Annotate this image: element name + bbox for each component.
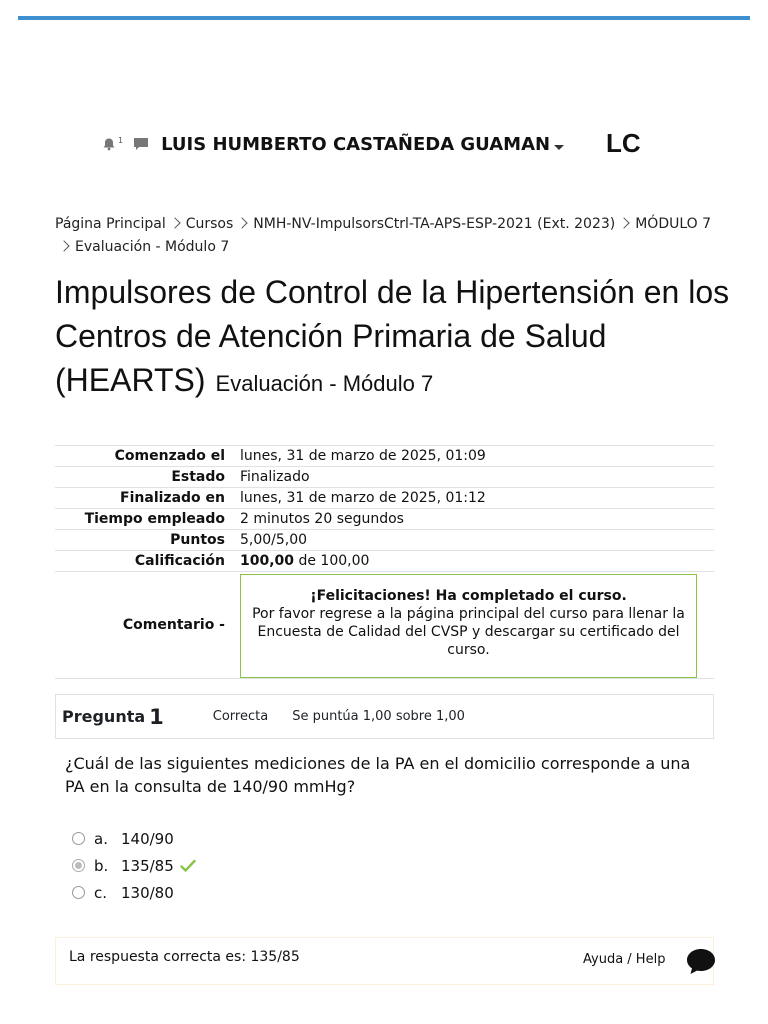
summary-label: Puntos xyxy=(55,530,240,551)
chat-bubble-icon[interactable] xyxy=(685,946,717,976)
course-title: Impulsores de Control de la Hipertensión en los Centros de Atención Primaria de Salud (HEARTS) xyxy=(55,274,730,398)
question-state: Correcta xyxy=(212,709,269,724)
summary-value: lunes, 31 de marzo de 2025, 01:12 xyxy=(240,488,714,509)
user-menu-bar xyxy=(102,130,564,158)
answer-list xyxy=(72,825,196,906)
chat-icon[interactable] xyxy=(133,137,149,151)
chevron-right-icon xyxy=(237,217,248,228)
question-header xyxy=(55,694,714,739)
question-number: 1 xyxy=(149,704,164,729)
summary-row xyxy=(55,446,714,467)
user-name[interactable]: LUIS HUMBERTO CASTAÑEDA GUAMAN xyxy=(161,133,551,155)
page-title xyxy=(55,270,735,406)
summary-value: 2 minutos 20 segundos xyxy=(240,509,714,530)
notification-count: 1 xyxy=(118,135,124,145)
summary-value: Finalizado xyxy=(240,467,714,488)
question-grade: Se puntúa 1,00 sobre 1,00 xyxy=(292,709,465,724)
page-subtitle: Evaluación - Módulo 7 xyxy=(215,371,434,396)
answer-letter: c. xyxy=(94,883,108,902)
breadcrumb-module[interactable]: MÓDULO 7 xyxy=(635,216,712,232)
feedback-box xyxy=(240,574,697,678)
summary-row xyxy=(55,467,714,488)
answer-option[interactable] xyxy=(72,852,196,879)
answer-text: 130/80 xyxy=(121,883,174,902)
question-text: ¿Cuál de las siguientes mediciones de la PA en el domicilio corresponde a una PA en la consulta de 140/90 mmHg? xyxy=(65,754,691,796)
summary-label: Calificación xyxy=(55,551,240,572)
summary-row xyxy=(55,572,714,679)
breadcrumb-courses[interactable]: Cursos xyxy=(185,216,234,232)
summary-row xyxy=(55,530,714,551)
radio-button-selected[interactable] xyxy=(72,859,85,872)
answer-text: 140/90 xyxy=(121,829,174,848)
summary-value: 5,00/5,00 xyxy=(240,530,714,551)
right-answer-text: La respuesta correcta es: 135/85 xyxy=(69,949,300,965)
summary-label: Comenzado el xyxy=(55,446,240,467)
feedback-body: Por favor regrese a la página principal del curso para llenar la Encuesta de Calidad del CVSP y descargar su certificado del curso. xyxy=(252,606,685,658)
summary-label: Tiempo empleado xyxy=(55,509,240,530)
radio-button[interactable] xyxy=(72,886,85,899)
question-label: Pregunta xyxy=(62,707,146,726)
grade-value: 100,00 xyxy=(240,553,295,569)
answer-text: 135/85 xyxy=(121,856,174,875)
summary-row xyxy=(55,488,714,509)
avatar[interactable]: LC xyxy=(606,128,641,158)
bell-icon[interactable] xyxy=(102,137,116,151)
grade-max: de 100,00 xyxy=(294,553,370,569)
answer-letter: b. xyxy=(94,856,109,875)
radio-button[interactable] xyxy=(72,832,85,845)
feedback-heading: ¡Felicitaciones! Ha completado el curso. xyxy=(310,588,627,604)
answer-option[interactable] xyxy=(72,879,196,906)
breadcrumb xyxy=(55,213,715,259)
summary-value: lunes, 31 de marzo de 2025, 01:09 xyxy=(240,446,714,467)
breadcrumb-home[interactable]: Página Principal xyxy=(55,216,166,232)
top-accent-line xyxy=(18,16,750,20)
answer-letter: a. xyxy=(94,829,108,848)
help-link[interactable]: Ayuda / Help xyxy=(583,952,666,967)
attempt-summary-table xyxy=(55,445,714,679)
chevron-down-icon[interactable] xyxy=(554,145,564,150)
comment-label: Comentario - xyxy=(55,572,240,679)
breadcrumb-course[interactable]: NMH-NV-ImpulsorsCtrl-TA-APS-ESP-2021 (Ext. 2023) xyxy=(253,216,616,232)
chevron-right-icon xyxy=(169,217,180,228)
chevron-right-icon xyxy=(619,217,630,228)
summary-row xyxy=(55,509,714,530)
checkmark-icon xyxy=(180,859,196,873)
summary-value xyxy=(240,551,714,572)
summary-row xyxy=(55,551,714,572)
summary-label: Finalizado en xyxy=(55,488,240,509)
chevron-right-icon xyxy=(58,240,69,251)
summary-label: Estado xyxy=(55,467,240,488)
answer-option[interactable] xyxy=(72,825,196,852)
breadcrumb-quiz[interactable]: Evaluación - Módulo 7 xyxy=(75,239,230,255)
